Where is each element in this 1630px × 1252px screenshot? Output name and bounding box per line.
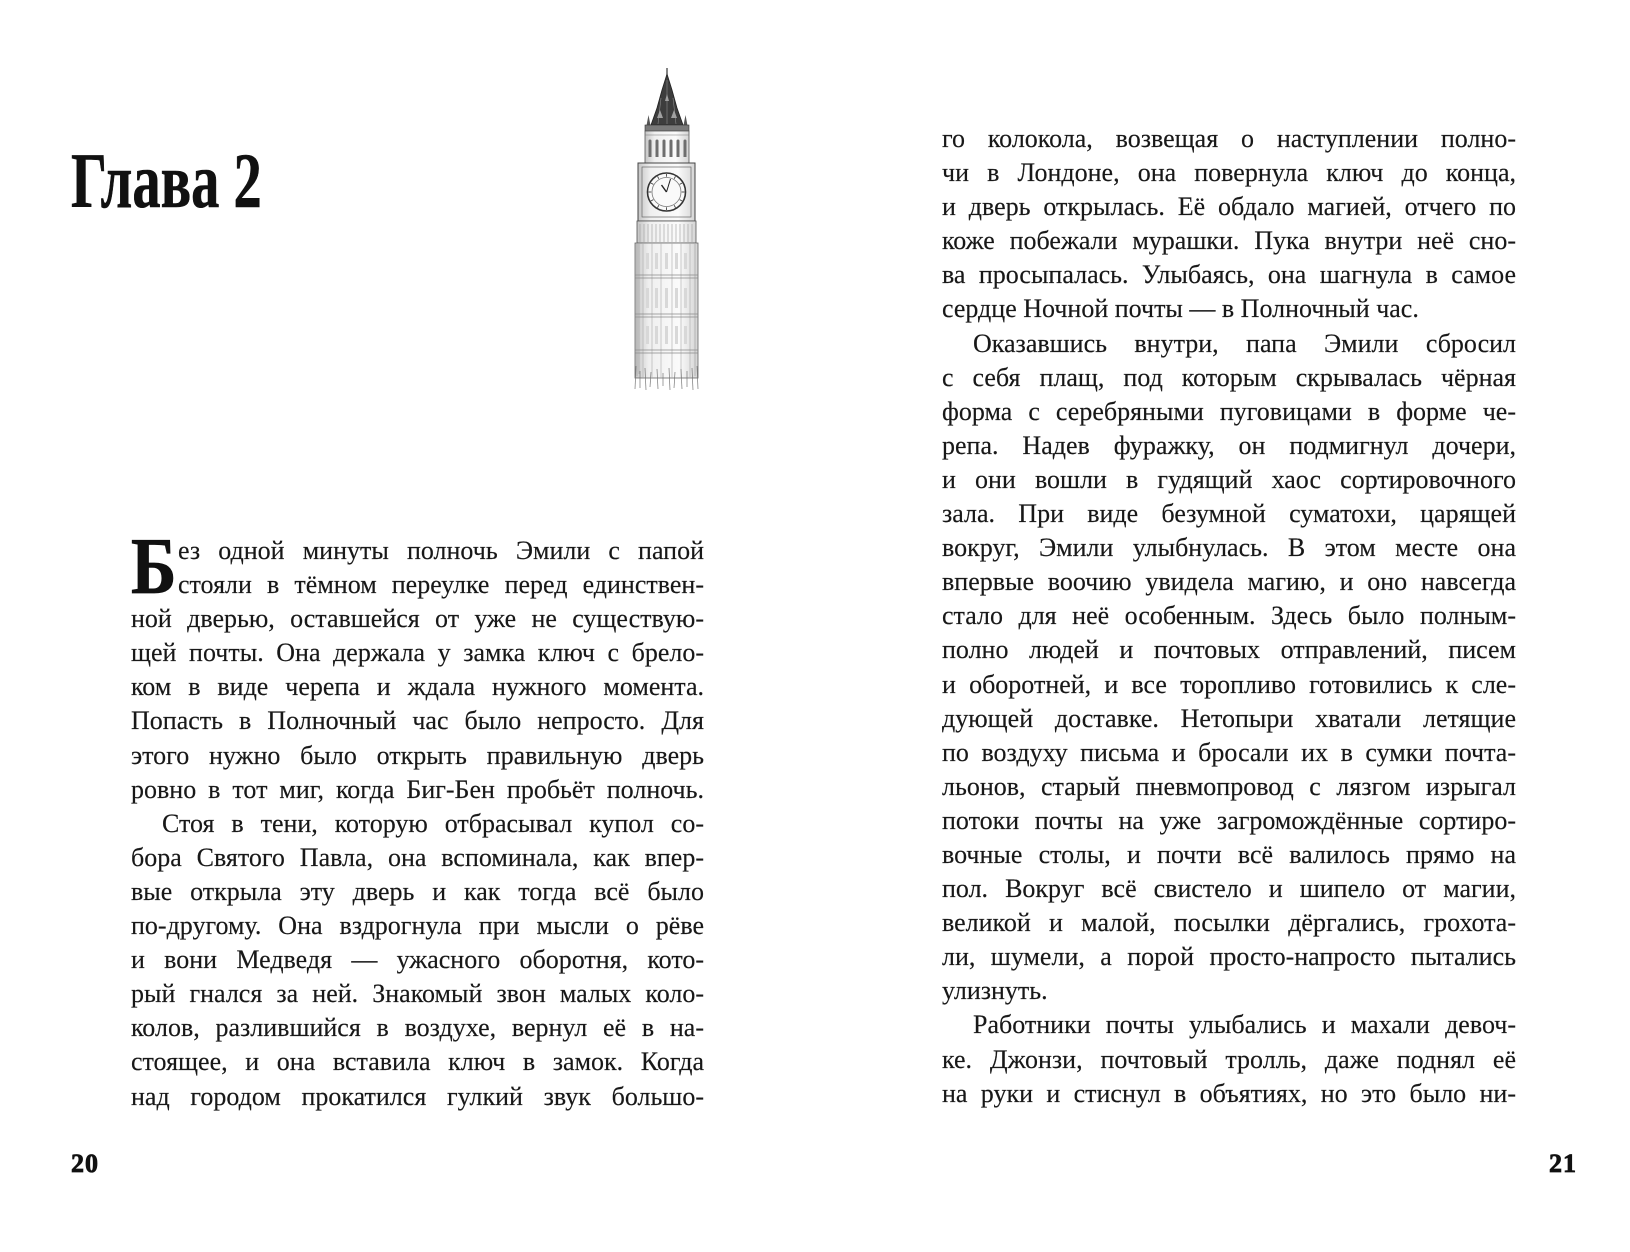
left-body-text bbox=[131, 523, 704, 1114]
text-line: стояли в тёмном переулке перед единствен- bbox=[178, 570, 704, 600]
text-line: щей почты. Она держала у замка ключ с брело- bbox=[131, 638, 704, 668]
text-line: стало для неё особенным. Здесь было полным- bbox=[942, 601, 1516, 631]
text-line: и вони Медведя — ужасного оборотня, кото- bbox=[131, 945, 704, 975]
page-number-right: 21 bbox=[1549, 1149, 1577, 1178]
text-line: полно людей и почтовых отправлений, писем bbox=[942, 635, 1516, 665]
right-body-text bbox=[942, 122, 1516, 1111]
text-line: ез одной минуты полночь Эмили с папой bbox=[178, 536, 704, 565]
text-line: и дверь открылась. Её обдало магией, отчего по bbox=[942, 192, 1516, 222]
text-line: ной дверью, оставшейся от уже не существую- bbox=[131, 604, 704, 634]
text-line: рый гнался за ней. Знакомый звон малых коло- bbox=[131, 979, 704, 1009]
text-line: великой и малой, посылки дёргались, грохота- bbox=[942, 908, 1516, 938]
text-line: Попасть в Полночный час было непросто. Для bbox=[131, 706, 704, 736]
text-line: впервые воочию увидела магию, и оно навсегда bbox=[942, 567, 1516, 597]
text-line: улизнуть. bbox=[942, 976, 1048, 1006]
text-line: репа. Надев фуражку, он подмигнул дочери, bbox=[942, 430, 1516, 460]
text-line: вочные столы, и почти всё валилось прямо на bbox=[942, 839, 1516, 869]
text-line: этого нужно было открыть правильную дверь bbox=[131, 740, 704, 770]
text-line: зала. При виде безумной суматохи, царящей bbox=[942, 499, 1516, 529]
drop-cap: Б bbox=[131, 523, 177, 611]
text-line: ровно в тот миг, когда Биг-Бен пробьёт полночь. bbox=[131, 774, 704, 804]
text-line: Стоя в тени, которую отбрасывал купол со- bbox=[162, 808, 704, 838]
text-line: пол. Вокруг всё свистело и шипело от магии, bbox=[942, 874, 1516, 904]
big-ben-illustration bbox=[630, 68, 702, 391]
text-line: стоящее, и она вставила ключ в замок. Когда bbox=[131, 1047, 704, 1077]
text-line: и оборотней, и все торопливо готовились к сле- bbox=[942, 669, 1516, 699]
text-line: го колокола, возвещая о наступлении полно- bbox=[942, 124, 1516, 153]
text-line: сердце Ночной почты — в Полночный час. bbox=[942, 294, 1419, 324]
text-line: на руки и стиснул в объятиях, но это было ни- bbox=[942, 1078, 1516, 1108]
text-line: над городом прокатился гулкий звук большо- bbox=[131, 1081, 704, 1111]
text-line: вокруг, Эмили улыбнулась. В этом месте она bbox=[942, 533, 1516, 563]
text-line: колов, разлившийся в воздухе, вернул её в на- bbox=[131, 1013, 704, 1043]
text-line: форма с серебряными пуговицами в форме че- bbox=[942, 396, 1516, 426]
text-line: ли, шумели, а порой просто-напросто пытались bbox=[942, 942, 1516, 972]
text-line: и они вошли в гудящий хаос сортировочного bbox=[942, 464, 1516, 494]
text-line: чи в Лондоне, она повернула ключ до конца, bbox=[942, 158, 1516, 188]
text-line: ке. Джонзи, почтовый тролль, даже поднял её bbox=[942, 1044, 1516, 1074]
text-line: коже побежали мурашки. Пука внутри неё сно- bbox=[942, 226, 1516, 256]
text-line: по-другому. Она вздрогнула при мысли о рёве bbox=[131, 911, 704, 941]
text-line: Работники почты улыбались и махали девоч- bbox=[973, 1010, 1516, 1040]
page-number-left: 20 bbox=[71, 1149, 99, 1178]
text-line: Оказавшись внутри, папа Эмили сбросил bbox=[973, 328, 1516, 358]
text-line: ва просыпалась. Улыбаясь, она шагнула в самое bbox=[942, 260, 1516, 290]
text-line: льонов, старый пневмопровод с лязгом изрыгал bbox=[942, 771, 1516, 801]
text-line: ком в виде черепа и ждала нужного момента. bbox=[131, 672, 704, 702]
text-line: потоки почты на уже загромождённые сортиро- bbox=[942, 805, 1516, 835]
text-line: дующей доставке. Нетопыри хватали летящие bbox=[942, 703, 1516, 733]
chapter-title: Глава 2 bbox=[71, 137, 262, 224]
text-line: с себя плащ, под которым скрывалась чёрная bbox=[942, 362, 1516, 392]
text-line: по воздуху письма и бросали их в сумки почта- bbox=[942, 737, 1516, 767]
text-line: бора Святого Павла, она вспоминала, как впер- bbox=[131, 842, 704, 872]
text-line: вые открыла эту дверь и как тогда всё было bbox=[131, 876, 704, 906]
